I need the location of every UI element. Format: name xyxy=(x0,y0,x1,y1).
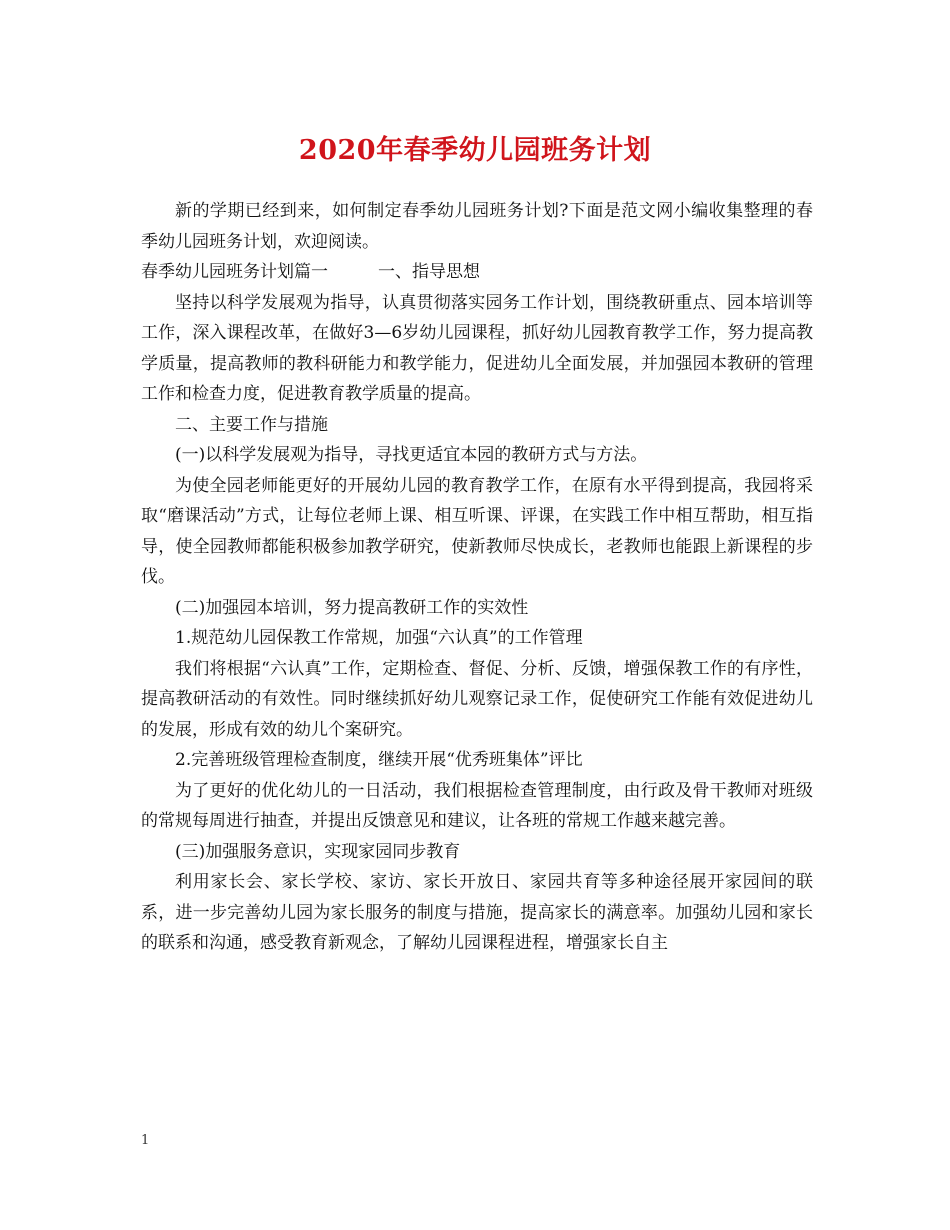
document-body xyxy=(141,196,813,959)
body-paragraph: (三)加强服务意识，实现家园同步教育 xyxy=(175,841,461,862)
body-paragraph: (二)加强园本培训，努力提高教研工作的实效性 xyxy=(175,597,529,618)
body-paragraph: 我们将根据“六认真”工作，定期检查、督促、分析、反馈，增强保教工作的有序性，提高教研活动的有效性。同时继续抓好幼儿观察记录工作，促使研究工作能有效促进幼儿的发展，形成有效的幼儿个案研究。 xyxy=(141,658,813,740)
page-number: 1 xyxy=(141,1133,150,1148)
intro-paragraph: 新的学期已经到来，如何制定春季幼儿园班务计划?下面是范文网小编收集整理的春季幼儿园班务计划，欢迎阅读。 xyxy=(141,201,813,252)
body-paragraph: 2.完善班级管理检查制度，继续开展“优秀班集体”评比 xyxy=(175,750,583,770)
body-paragraph: 1.规范幼儿园保教工作常规，加强“六认真”的工作管理 xyxy=(175,628,583,648)
section-title: 春季幼儿园班务计划篇一 xyxy=(141,262,328,282)
body-paragraph: 坚持以科学发展观为指导，认真贯彻落实园务工作计划，围绕教研重点、园本培训等工作，深入课程改革，在做好3—6岁幼儿园课程，抓好幼儿园教育教学工作，努力提高教学质量，提高教师的教科研能力和教学能力，促进幼儿全面发展，并加强园本教研的管理工作和检查力度，促进教育教学质量的提高。 xyxy=(141,292,813,404)
document-title: 2020年春季幼儿园班务计划 xyxy=(298,135,652,166)
body-paragraph: 为使全园老师能更好的开展幼儿园的教育教学工作，在原有水平得到提高，我园将采取“磨课活动”方式，让每位老师上课、相互听课、评课，在实践工作中相互帮助，相互指导，使全园教师都能积极参加教学研究，使新教师尽快成长，老教师也能跟上新课程的步伐。 xyxy=(141,475,813,587)
body-paragraph: 为了更好的优化幼儿的一日活动，我们根据检查管理制度，由行政及骨干教师对班级的常规每周进行抽查，并提出反馈意见和建议，让各班的常规工作越来越完善。 xyxy=(141,780,813,831)
body-paragraph: (一)以科学发展观为指导，寻找更适宜本园的教研方式与方法。 xyxy=(175,445,648,465)
body-paragraph: 利用家长会、家长学校、家访、家长开放日、家园共育等多种途径展开家园间的联系，进一步完善幼儿园为家长服务的制度与措施，提高家长的满意率。加强幼儿园和家长的联系和沟通，感受教育新观念，了解幼儿园课程进程，增强家长自主 xyxy=(141,872,813,953)
subsection-title: 一、指导思想 xyxy=(378,262,480,282)
body-paragraph: 二、主要工作与措施 xyxy=(175,414,328,435)
section-heading-line xyxy=(141,257,813,288)
